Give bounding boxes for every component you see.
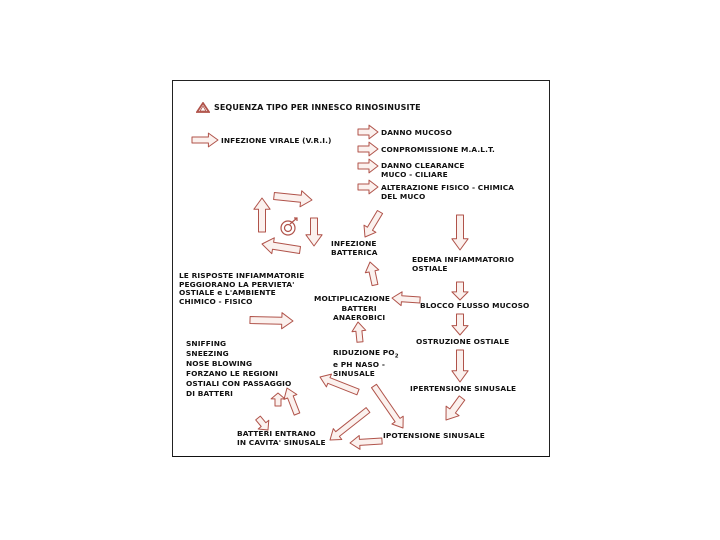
arrow-moltiplicazione-to-infezione — [365, 262, 379, 286]
node-batteri-anaerobici: BATTERI ANAEROBICI — [333, 304, 386, 322]
arrow-ipotensione-to-batteri — [330, 408, 370, 440]
arrow-sniffing-down — [256, 416, 269, 430]
cycle-arrow-right — [274, 191, 312, 207]
node-infezione-batterica: INFEZIONE BATTERICA — [331, 239, 378, 257]
node-compromissione: CONPROMISSIONE M.A.L.T. — [381, 145, 495, 154]
node-edema: EDEMA INFIAMMATORIO OSTIALE — [412, 255, 515, 273]
node-infezione-virale: INFEZIONE VIRALE (V.R.I.) — [221, 136, 332, 145]
arrow-blocco-to-moltiplicazione — [392, 292, 420, 306]
node-blocco-flusso: BLOCCO FLUSSO MUCOSO — [420, 301, 530, 310]
arrow-left-bottom — [350, 436, 382, 450]
node-ostruzione: OSTRUZIONE OSTIALE — [416, 337, 510, 346]
arrow-to-ipotensione — [446, 396, 465, 420]
node-danno-mucoso: DANNO MUCOSO — [381, 128, 452, 137]
arrow-to-edema — [452, 215, 468, 250]
node-ipertensione: IPERTENSIONE SINUSALE — [410, 384, 517, 393]
arrow-to-risposte — [250, 313, 293, 329]
node-danno-clearance: DANNO CLEARANCE MUCO - CILIARE — [381, 161, 465, 179]
diagram-title: SEQUENZA TIPO PER INNESCO RINOSINUSITE — [214, 103, 421, 112]
node-moltiplicazione: MOLTIPLICAZIONE — [314, 294, 391, 303]
node-ipotensione: IPOTENSIONE SINUSALE — [383, 431, 485, 440]
arrow-to-compromissione — [358, 142, 378, 156]
cycle-arrow-down — [306, 218, 322, 246]
triangle-icon — [196, 102, 210, 114]
node-risposte: LE RISPOSTE INFIAMMATORIE PEGGIORANO LA PERVIETA' OSTIALE e L'AMBIENTE CHIMICO - FISICO — [179, 271, 305, 306]
node-sniffing: SNIFFING SNEEZING NOSE BLOWING FORZANO LE REGIONI OSTIALI CON PASSAGGIO DI BATTERI — [186, 339, 292, 398]
riduzione-label: RIDUZIONE PO — [333, 348, 395, 357]
node-ph-naso: e PH NASO - SINUSALE — [333, 360, 386, 378]
cycle-arrow-up — [254, 198, 270, 232]
node-alterazione: ALTERAZIONE FISICO - CHIMICA DEL MUCO — [381, 183, 515, 201]
arrow-diagonal-right-down — [372, 384, 404, 428]
arrow-to-infezione-virale — [192, 133, 218, 147]
arrow-to-alterazione — [358, 180, 378, 194]
arrow-riduzione-to-batteri — [352, 322, 366, 342]
arrow-to-infezione-batterica — [364, 211, 383, 238]
arrow-to-danno-mucoso — [358, 125, 378, 139]
arrow-to-ostruzione — [452, 314, 468, 335]
po2-subscript: 2 — [394, 353, 399, 360]
arrow-to-danno-clearance — [358, 159, 378, 173]
swirl-icon — [277, 216, 301, 238]
node-batteri-entrano: BATTERI ENTRANO IN CAVITA' SINUSALE — [237, 429, 326, 447]
arrow-to-ipertensione — [452, 350, 468, 382]
cycle-arrow-left — [262, 238, 301, 254]
arrow-to-blocco — [452, 282, 468, 300]
